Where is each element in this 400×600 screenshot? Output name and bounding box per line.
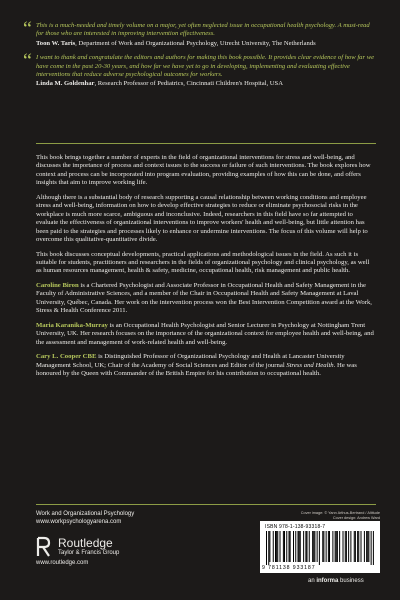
barcode-bar [373,531,374,565]
informa-tagline: an informa business [308,578,364,584]
endorsement-1 [23,18,376,48]
publisher-url: www.routledge.com [36,560,89,566]
barcode-bar [290,531,291,562]
endorsement-text: This is a much-needed and timely volume on a major, yet often neglected issue in occupational health psychology. A must-read for those who are interested in improving intervention effectiveness. [36,22,370,38]
barcode-bar [368,531,369,562]
author-bio-text: is an Occupational Health Psychologist and Senior Lecturer in Psychology at Nottingham Trent University, UK. Her research focuses on the importance of the organizational context for employee health and well-being, and the assessment and management of work-related health and well-being. [36,321,374,346]
barcode-bar [361,531,362,562]
barcode-bar [343,531,344,562]
barcode-bar [286,531,287,562]
endorsement-attribution [36,40,376,48]
informa-brand: informa [316,578,339,584]
barcode-bar [303,531,304,562]
barcode-bar [322,531,323,562]
barcode-bar [295,531,296,562]
series-name: Work and Organizational Psychology [36,511,135,517]
cover-image-credit: Cover image: © Yann Arthus-Bertrand / Altitude [300,511,380,515]
author-name: Cary L. Cooper CBE [36,353,97,361]
endorsement-attribution [36,80,376,88]
barcode-bar [335,531,336,562]
barcode-bar [280,531,281,562]
author-bio [36,322,376,347]
barcode-bar [350,531,351,562]
barcode-bar [345,531,346,562]
author-bio-text: is Distinguished Professor of Organizational Psychology and Health at Lancaster University Management School, UK; Chair of the Academy of Social Sciences and Editor of the journal [36,353,345,369]
publisher-subtitle: Taylor & Francis Group [58,550,120,556]
barcode-bar [358,531,359,562]
barcode-bar [300,531,301,562]
barcode-bar [284,531,285,562]
barcode-bar [309,531,310,562]
barcode-bar [275,531,276,562]
barcode-bar [269,531,270,562]
barcode-bar [307,531,308,562]
barcode-bar [337,531,338,562]
description-paragraph: This book discusses conceptual developments, practical applications and methodological issues in the field. As such it is suitable for students, practitioners and researchers in the fields of organizational psychology and clinical psychology, as well as human resources management, health & safety, medicine, occupational health, risk management and public health. [36,250,370,275]
barcode-bar [314,531,315,562]
isbn-digits: 9 781138 933187 [262,565,316,571]
barcode [260,521,380,573]
cover-credits [240,511,380,521]
journal-title: Stress and Health [286,361,334,369]
endorser-affiliation: , Department of Work and Organizational Psychology, Utrecht University, The Netherlands [75,39,316,47]
author-name: Maria Karanika-Murray [36,321,108,329]
quote-mark-icon: “ [23,50,32,73]
description [36,154,376,384]
barcode-bar [298,531,299,562]
barcode-bar [326,531,327,562]
barcode-bar [283,531,284,562]
barcode-bar [354,531,355,562]
barcode-bar [371,531,372,565]
barcode-bar [319,531,320,565]
barcode-bar [273,531,274,562]
barcode-bar [346,531,347,562]
author-bio [36,282,376,316]
barcode-bar [332,531,333,562]
barcode-bar [348,531,349,562]
author-bio [36,353,376,378]
endorser-name: Linda M. Goldenhar [36,80,95,88]
author-bio-text: . He was honoured by the Queen with Commander of the British Empire for his contribution to occupational health. [36,361,357,377]
barcode-bar [355,531,356,562]
barcode-bar [299,531,300,562]
barcode-bar [276,531,277,562]
barcode-bar [268,531,269,565]
barcode-bar [289,531,290,562]
barcode-bar [367,531,368,562]
endorsement-text: I want to thank and congratulate the editors and authors for making this book possible. It provides clear evidence of how far we have come in the past 20-30 years, and how far we have yet to go in developing, implementing and evaluating effective interventions that reduce adverse psychological outcomes for workers. [36,54,375,79]
barcode-bar [336,531,337,562]
barcode-bar [317,531,318,562]
barcode-bar [312,531,313,562]
barcode-bar [266,531,267,565]
barcode-bar [328,531,329,562]
barcode-bar [366,531,367,562]
cover-design-credit: Cover design: Andrew Ward [332,516,380,520]
divider [36,504,376,505]
barcode-bar [313,531,314,562]
endorser-affiliation: , Research Professor of Pediatrics, Cincinnati Children's Hospital, USA [94,80,283,88]
barcode-bar [277,531,278,562]
publisher-logo [36,536,119,558]
series-info [36,511,196,526]
barcode-bar [305,531,306,562]
barcode-bar [329,531,330,562]
author-name: Caroline Biron [36,281,79,289]
endorsement-2 [23,50,376,89]
barcode-bar [357,531,358,562]
series-url: www.workpsychologyarena.com [36,518,122,525]
publisher-name: Routledge [58,536,113,550]
barcode-bar [364,531,365,562]
description-paragraph: Although there is a substantial body of research supporting a causal relationship between working conditions and employee stress and well-being, information on how to develop effective strategies to reduce or eliminate psychosocial risks in the workplace is much more scarce, ambiguous and inconclusive. Indeed, researchers in this field have so far attempted to evaluate the effectiveness of organizational interventions to improve workers' health and well-being, but little attention has been paid to the strategies and processes likely to enhance or undermine interventions. The focus of this volume will help to overcome this qualitative-quantitative divide. [36,193,368,244]
author-bio-text: is a Chartered Psychologist and Associate Professor in Occupational Health and Safety Management in the Faculty of Administrative Sciences, and a member of the Chair in Occupational Health and Safety Management at Laval University, Québec, Canada. Her work on the intervention process won the Best Intervention Competition award at the Work, Stress & Health Conference 2011. [36,281,372,315]
barcode-bar [323,531,324,562]
barcode-bar [293,531,294,562]
divider [36,143,376,144]
routledge-logo-icon [36,536,52,558]
isbn-label: ISBN 978-1-138-93318-7 [265,524,326,530]
endorsements [23,18,376,95]
quote-mark-icon: “ [23,18,32,40]
barcode-bar [339,531,340,562]
endorser-name: Toon W. Taris [36,39,76,47]
barcode-bars [266,531,374,565]
description-paragraph: This book brings together a number of experts in the field of organizational interventions for stress and well-being, and discusses the importance of process and context issues to the success or failure of such interventions. The book explores how context and process can be incorporated into program evaluation, providing examples of how this can be done, and offers insights that aim to improve working life. [36,154,371,187]
